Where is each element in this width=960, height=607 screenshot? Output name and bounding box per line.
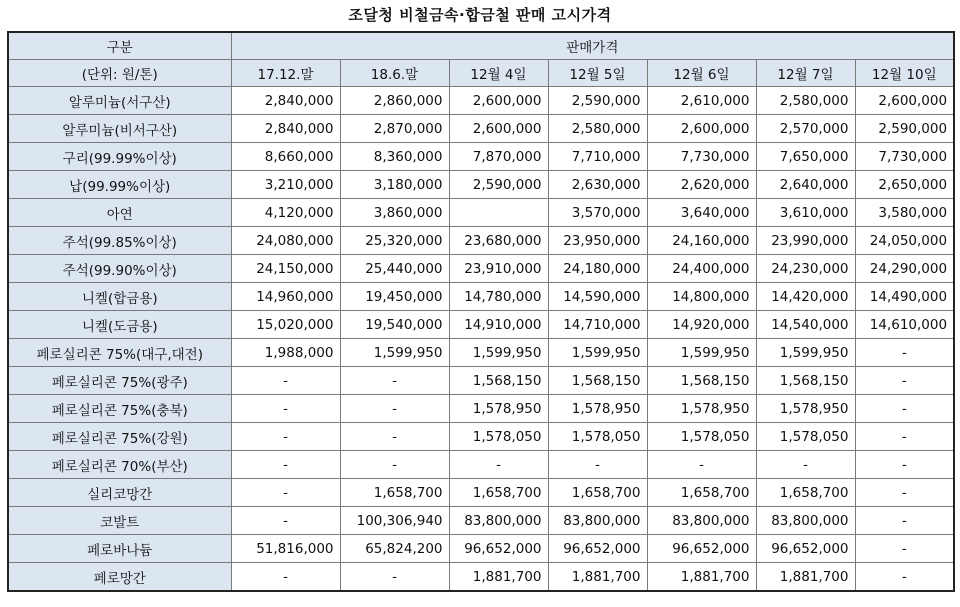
price-cell: 1,599,950	[449, 339, 548, 367]
price-cell: 2,620,000	[647, 171, 756, 199]
price-cell: 24,400,000	[647, 255, 756, 283]
row-label: 페로실리콘 70%(부산)	[8, 451, 231, 479]
price-cell: 23,680,000	[449, 227, 548, 255]
price-cell: -	[855, 507, 954, 535]
price-cell: -	[231, 395, 340, 423]
column-header: 12월 4일	[449, 60, 548, 87]
price-cell: 1,578,050	[449, 423, 548, 451]
price-cell: 1,658,700	[340, 479, 449, 507]
table-row	[8, 563, 954, 592]
price-cell: -	[340, 451, 449, 479]
price-cell: 4,120,000	[231, 199, 340, 227]
price-cell: 83,800,000	[756, 507, 855, 535]
price-cell: 24,050,000	[855, 227, 954, 255]
column-header: 17.12.말	[231, 60, 340, 87]
price-cell: -	[231, 367, 340, 395]
row-label: 알루미늄(비서구산)	[8, 115, 231, 143]
price-cell: 14,920,000	[647, 311, 756, 339]
price-cell: 1,568,150	[756, 367, 855, 395]
table-row	[8, 339, 954, 367]
table-row	[8, 143, 954, 171]
price-cell: 2,600,000	[449, 115, 548, 143]
row-label: 납(99.99%이상)	[8, 171, 231, 199]
price-cell: 3,860,000	[340, 199, 449, 227]
price-cell: 3,610,000	[756, 199, 855, 227]
price-cell: 2,590,000	[855, 115, 954, 143]
price-cell: 19,540,000	[340, 311, 449, 339]
price-cell: -	[855, 367, 954, 395]
price-cell: 1,578,050	[756, 423, 855, 451]
price-cell: 2,650,000	[855, 171, 954, 199]
price-cell: 1,658,700	[548, 479, 647, 507]
price-cell: 2,640,000	[756, 171, 855, 199]
price-cell: -	[231, 479, 340, 507]
row-label: 페로바나듐	[8, 535, 231, 563]
price-cell: 8,660,000	[231, 143, 340, 171]
price-cell: 2,840,000	[231, 115, 340, 143]
price-cell: 3,570,000	[548, 199, 647, 227]
table-row	[8, 115, 954, 143]
price-cell: 7,650,000	[756, 143, 855, 171]
table-row	[8, 227, 954, 255]
price-cell: 2,860,000	[340, 87, 449, 115]
price-cell: -	[340, 367, 449, 395]
row-label: 알루미늄(서구산)	[8, 87, 231, 115]
price-cell: 1,881,700	[449, 563, 548, 592]
price-cell: 25,440,000	[340, 255, 449, 283]
price-cell: 1,599,950	[647, 339, 756, 367]
price-cell: -	[855, 395, 954, 423]
price-cell: 3,210,000	[231, 171, 340, 199]
table-row	[8, 395, 954, 423]
table-row	[8, 535, 954, 563]
table-row	[8, 479, 954, 507]
price-cell: 83,800,000	[449, 507, 548, 535]
table-row	[8, 311, 954, 339]
price-cell: 1,568,150	[647, 367, 756, 395]
price-cell	[449, 199, 548, 227]
price-group-header: 판매가격	[231, 32, 954, 60]
price-cell: 1,658,700	[449, 479, 548, 507]
price-cell: 3,580,000	[855, 199, 954, 227]
price-cell: -	[855, 479, 954, 507]
price-cell: -	[855, 339, 954, 367]
table-row	[8, 451, 954, 479]
price-cell: -	[756, 451, 855, 479]
price-cell: -	[647, 451, 756, 479]
price-cell: -	[340, 423, 449, 451]
price-cell: 1,568,150	[449, 367, 548, 395]
price-cell: 7,730,000	[647, 143, 756, 171]
table-title: 조달청 비철금속·합금철 판매 고시가격	[348, 6, 612, 24]
row-label: 페로망간	[8, 563, 231, 592]
row-label: 주석(99.90%이상)	[8, 255, 231, 283]
table-row	[8, 199, 954, 227]
price-cell: 14,610,000	[855, 311, 954, 339]
row-label: 주석(99.85%이상)	[8, 227, 231, 255]
price-cell: -	[855, 563, 954, 592]
price-cell: 1,578,950	[647, 395, 756, 423]
price-cell: 1,881,700	[647, 563, 756, 592]
price-cell: 14,710,000	[548, 311, 647, 339]
price-cell: 1,578,950	[449, 395, 548, 423]
price-cell: 100,306,940	[340, 507, 449, 535]
price-cell: -	[449, 451, 548, 479]
price-cell: 83,800,000	[548, 507, 647, 535]
price-cell: 2,600,000	[855, 87, 954, 115]
row-label: 페로실리콘 75%(강원)	[8, 423, 231, 451]
table-row	[8, 507, 954, 535]
row-label: 페로실리콘 75%(충북)	[8, 395, 231, 423]
price-cell: 2,610,000	[647, 87, 756, 115]
price-cell: -	[855, 451, 954, 479]
price-cell: 2,840,000	[231, 87, 340, 115]
price-cell: 96,652,000	[756, 535, 855, 563]
row-label: 페로실리콘 75%(광주)	[8, 367, 231, 395]
price-cell: 24,150,000	[231, 255, 340, 283]
price-cell: 51,816,000	[231, 535, 340, 563]
category-header: 구분	[8, 32, 231, 60]
price-cell: 24,230,000	[756, 255, 855, 283]
price-cell: 23,990,000	[756, 227, 855, 255]
price-cell: 2,870,000	[340, 115, 449, 143]
price-cell: 14,780,000	[449, 283, 548, 311]
row-label: 아연	[8, 199, 231, 227]
price-cell: -	[231, 507, 340, 535]
price-cell: 14,540,000	[756, 311, 855, 339]
price-cell: -	[231, 423, 340, 451]
price-cell: 83,800,000	[647, 507, 756, 535]
price-cell: 1,568,150	[548, 367, 647, 395]
price-cell: 2,570,000	[756, 115, 855, 143]
price-cell: 7,730,000	[855, 143, 954, 171]
price-cell: 1,881,700	[548, 563, 647, 592]
column-header: 12월 7일	[756, 60, 855, 87]
price-cell: 1,658,700	[756, 479, 855, 507]
price-cell: 2,590,000	[548, 87, 647, 115]
column-header: 12월 5일	[548, 60, 647, 87]
price-cell: 1,578,050	[647, 423, 756, 451]
table-row	[8, 171, 954, 199]
price-cell: 96,652,000	[449, 535, 548, 563]
price-cell: 24,080,000	[231, 227, 340, 255]
price-cell: 1,881,700	[756, 563, 855, 592]
price-cell: 96,652,000	[647, 535, 756, 563]
column-header: 12월 6일	[647, 60, 756, 87]
price-cell: 1,578,950	[548, 395, 647, 423]
price-cell: 3,640,000	[647, 199, 756, 227]
table-row	[8, 367, 954, 395]
price-cell: 14,910,000	[449, 311, 548, 339]
price-cell: 1,988,000	[231, 339, 340, 367]
price-cell: 2,600,000	[449, 87, 548, 115]
price-cell: 65,824,200	[340, 535, 449, 563]
row-label: 실리코망간	[8, 479, 231, 507]
column-header: 12월 10일	[855, 60, 954, 87]
price-cell: 15,020,000	[231, 311, 340, 339]
price-cell: 1,578,050	[548, 423, 647, 451]
price-cell: 24,180,000	[548, 255, 647, 283]
price-cell: 8,360,000	[340, 143, 449, 171]
price-cell: 14,490,000	[855, 283, 954, 311]
price-cell: -	[340, 395, 449, 423]
price-cell: 1,599,950	[548, 339, 647, 367]
price-cell: 3,180,000	[340, 171, 449, 199]
table-row	[8, 283, 954, 311]
price-cell: 7,710,000	[548, 143, 647, 171]
row-label: 구리(99.99%이상)	[8, 143, 231, 171]
row-label: 페로실리콘 75%(대구,대전)	[8, 339, 231, 367]
price-cell: 1,599,950	[340, 339, 449, 367]
table-row	[8, 87, 954, 115]
price-cell: 14,960,000	[231, 283, 340, 311]
price-cell: -	[855, 535, 954, 563]
price-cell: 23,910,000	[449, 255, 548, 283]
price-table	[7, 31, 955, 592]
price-cell: 14,800,000	[647, 283, 756, 311]
price-cell: 1,578,950	[756, 395, 855, 423]
column-header: 18.6.말	[340, 60, 449, 87]
price-cell: 1,599,950	[756, 339, 855, 367]
price-cell: 14,420,000	[756, 283, 855, 311]
price-cell: -	[231, 451, 340, 479]
price-cell: 1,658,700	[647, 479, 756, 507]
row-label: 니켈(도금용)	[8, 311, 231, 339]
unit-header: (단위: 원/톤)	[8, 60, 231, 87]
price-cell: 96,652,000	[548, 535, 647, 563]
row-label: 코발트	[8, 507, 231, 535]
price-cell: 23,950,000	[548, 227, 647, 255]
price-cell: 14,590,000	[548, 283, 647, 311]
price-cell: -	[548, 451, 647, 479]
price-cell: 2,580,000	[548, 115, 647, 143]
price-cell: 24,290,000	[855, 255, 954, 283]
price-cell: 19,450,000	[340, 283, 449, 311]
table-row	[8, 255, 954, 283]
price-cell: 25,320,000	[340, 227, 449, 255]
price-cell: 2,590,000	[449, 171, 548, 199]
price-cell: 2,630,000	[548, 171, 647, 199]
table-body	[8, 87, 954, 592]
price-cell: -	[855, 423, 954, 451]
table-header	[8, 32, 954, 87]
price-cell: 2,600,000	[647, 115, 756, 143]
table-row	[8, 423, 954, 451]
row-label: 니켈(합금용)	[8, 283, 231, 311]
price-cell: -	[231, 563, 340, 592]
price-cell: -	[340, 563, 449, 592]
price-cell: 24,160,000	[647, 227, 756, 255]
price-cell: 2,580,000	[756, 87, 855, 115]
price-cell: 7,870,000	[449, 143, 548, 171]
